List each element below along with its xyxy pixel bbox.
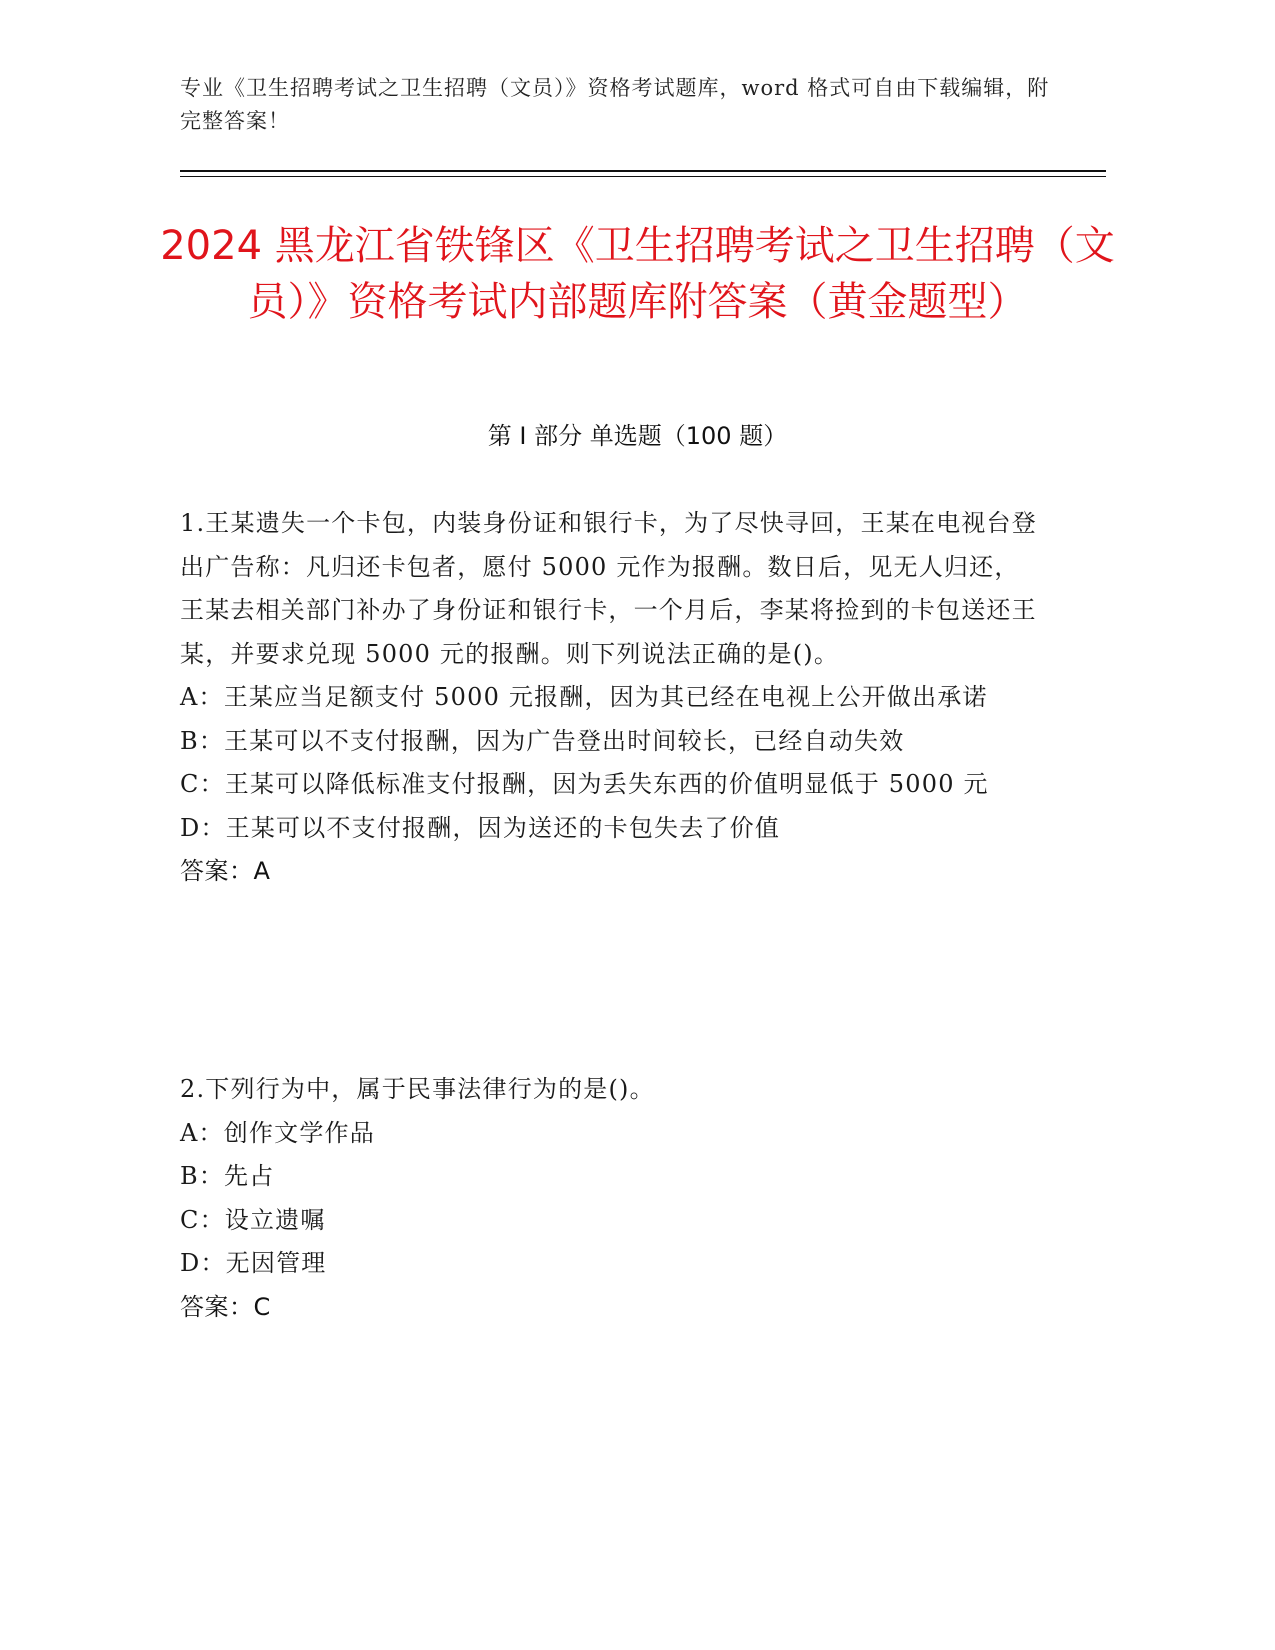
- answer-label: 答案：C: [180, 1292, 271, 1321]
- option-d: D：王某可以不支付报酬，因为送还的卡包失去了价值: [180, 813, 781, 842]
- answer-label: 答案：A: [180, 857, 271, 885]
- option-b: B：先占: [180, 1162, 275, 1190]
- option-c: C：设立遗嘱: [180, 1205, 326, 1234]
- option-a: A：创作文学作品: [180, 1118, 375, 1147]
- option-d: D：无因管理: [180, 1249, 327, 1277]
- question-stem: 1.王某遗失一个卡包，内装身份证和银行卡，为了尽快寻回，王某在电视台登出广告称：凡归还卡包者，愿付 5000 元作为报酬。数日后，见无人归还，王某去相关部门补办了身份证和银行卡，一个月后，李某将捡到的卡包送还王某，并要求兑现 5000 元的报酬。则下列说法正确的是()。: [180, 509, 1037, 668]
- section-heading: 第 I 部分 单选题（100 题）: [487, 422, 788, 450]
- question-stem: 2.下列行为中，属于民事法律行为的是()。: [180, 1075, 655, 1103]
- header-note: 专业《卫生招聘考试之卫生招聘（文员）》资格考试题库，word 格式可自由下载编辑，附完整答案！: [180, 76, 1050, 133]
- option-b: B：王某可以不支付报酬，因为广告登出时间较长，已经自动失效: [180, 726, 905, 755]
- question-2: [180, 1068, 1040, 1329]
- document-title: 2024 黑龙江省铁锋区《卫生招聘考试之卫生招聘（文员）》资格考试内部题库附答案（黄金题型）: [160, 223, 1115, 325]
- question-1: [180, 502, 1040, 894]
- option-a: A：王某应当足额支付 5000 元报酬，因为其已经在电视上公开做出承诺: [180, 683, 988, 711]
- header-divider-thin: [180, 176, 1106, 177]
- header-divider-thick: [180, 170, 1106, 172]
- option-c: C：王某可以降低标准支付报酬，因为丢失东西的价值明显低于 5000 元: [180, 770, 989, 798]
